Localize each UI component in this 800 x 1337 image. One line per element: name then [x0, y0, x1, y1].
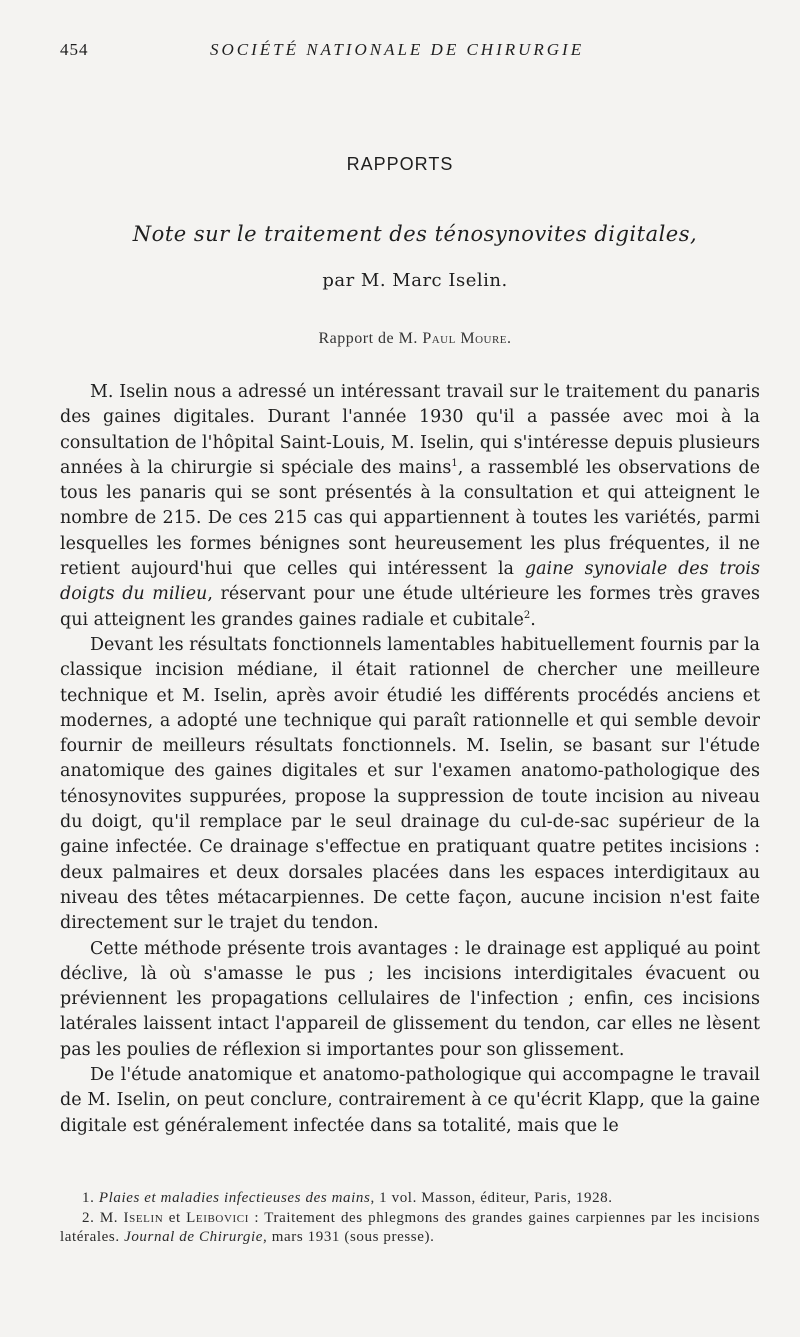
- rapport-prefix: Rapport de M.: [318, 330, 423, 347]
- article-body: [60, 380, 760, 1139]
- footnote-2: 2. M. Iselin et Leibovici : Traitement des phlegmons des grandes gaines carpiennes par les incisions latérales. Journal de Chirurgie, mars 1931 (sous presse).: [60, 1209, 761, 1245]
- footnote-ref-1: 1: [451, 458, 458, 470]
- journal-title: SOCIÉTÉ NATIONALE DE CHIRURGIE: [210, 40, 585, 59]
- rapporteur-name: Paul Moure.: [422, 330, 512, 347]
- paragraph: Cette méthode présente trois avantages : le drainage est appliqué au point déclive, là où s'amasse le pus ; les incisions interdigitales évacuent ou préviennent les propagations cellulaires de l'infection ; enfin, ces incisions latérales laissent intact l'appareil de glissement du tendon, car elles ne lèsent pas les poulies de réflexion si importantes pour son glissement.: [60, 938, 760, 1060]
- paragraph: De l'étude anatomique et anatomo-pathologique qui accompagne le travail de M. Iselin, on peut conclure, contrairement à ce qu'écrit Klapp, que la gaine digitale est généralement infectée dans sa totalité, mais que le: [60, 1065, 760, 1136]
- footnotes: [60, 1189, 760, 1248]
- page-number: 454: [60, 40, 89, 59]
- rapport-line: [0, 330, 800, 348]
- footnote-ref-2: 2: [523, 609, 531, 621]
- byline-prefix: par M.: [322, 270, 393, 291]
- section-heading: RAPPORTS: [346, 154, 454, 174]
- paragraph: Devant les résultats fonctionnels lamentables habituellement fournis par la classique incision médiane, il était rationnel de chercher une meilleure technique et M. Iselin, après avoir étudié les différents procédés anciens et modernes, a adopté une technique qui paraît rationnelle et qui semble devoir fournir de meilleurs résultats fonctionnels. M. Iselin, se basant sur l'étude anatomique des gaines digitales et sur l'examen anatomo-pathologique des ténosynovites suppurées, propose la suppression de toute incision au niveau du doigt, qu'il remplace par le seul drainage du cul-de-sac supérieur de la gaine infectée. Ce drainage s'effectue en pratiquant quatre petites incisions : deux palmaires et deux dorsales placées dans les espaces interdigitaux au niveau des têtes métacarpiennes. De cette façon, aucune incision n'est faite directement sur le trajet du tendon.: [60, 634, 760, 934]
- footnote-1: 1. Plaies et maladies infectieuses des mains, 1 vol. Masson, éditeur, Paris, 1928.: [82, 1190, 613, 1206]
- byline: [0, 270, 800, 291]
- article-title: Note sur le traitement des ténosynovites digitales,: [132, 222, 698, 246]
- emphasis: gaine synoviale des trois doigts du milieu: [60, 559, 760, 605]
- author-name: Marc Iselin.: [392, 270, 508, 291]
- paragraph: M. Iselin nous a adressé un intéressant travail sur le traitement du panaris des gaines digitales. Durant l'année 1930 qu'il a passée avec moi à la consultation de l'hôpital Saint-Louis, M. Iselin, qui s'intéresse depuis plusieurs années à la chirurgie si spéciale des mains$^1$, a rassemblé les observations de tous les panaris qui se sont présentés à la consultation et qui atteignent le nombre de 215. De ces 215 cas qui appartiennent à toutes les variétés, parmi lesquelles les formes bénignes sont heureusement les plus fréquentes, il ne retient aujourd'hui que celles qui intéressent la gaine synoviale des trois doigts du milieu, réservant pour une étude ultérieure les formes très graves qui atteignent les grandes gaines radiale et cubitale$^2$.: [60, 382, 761, 630]
